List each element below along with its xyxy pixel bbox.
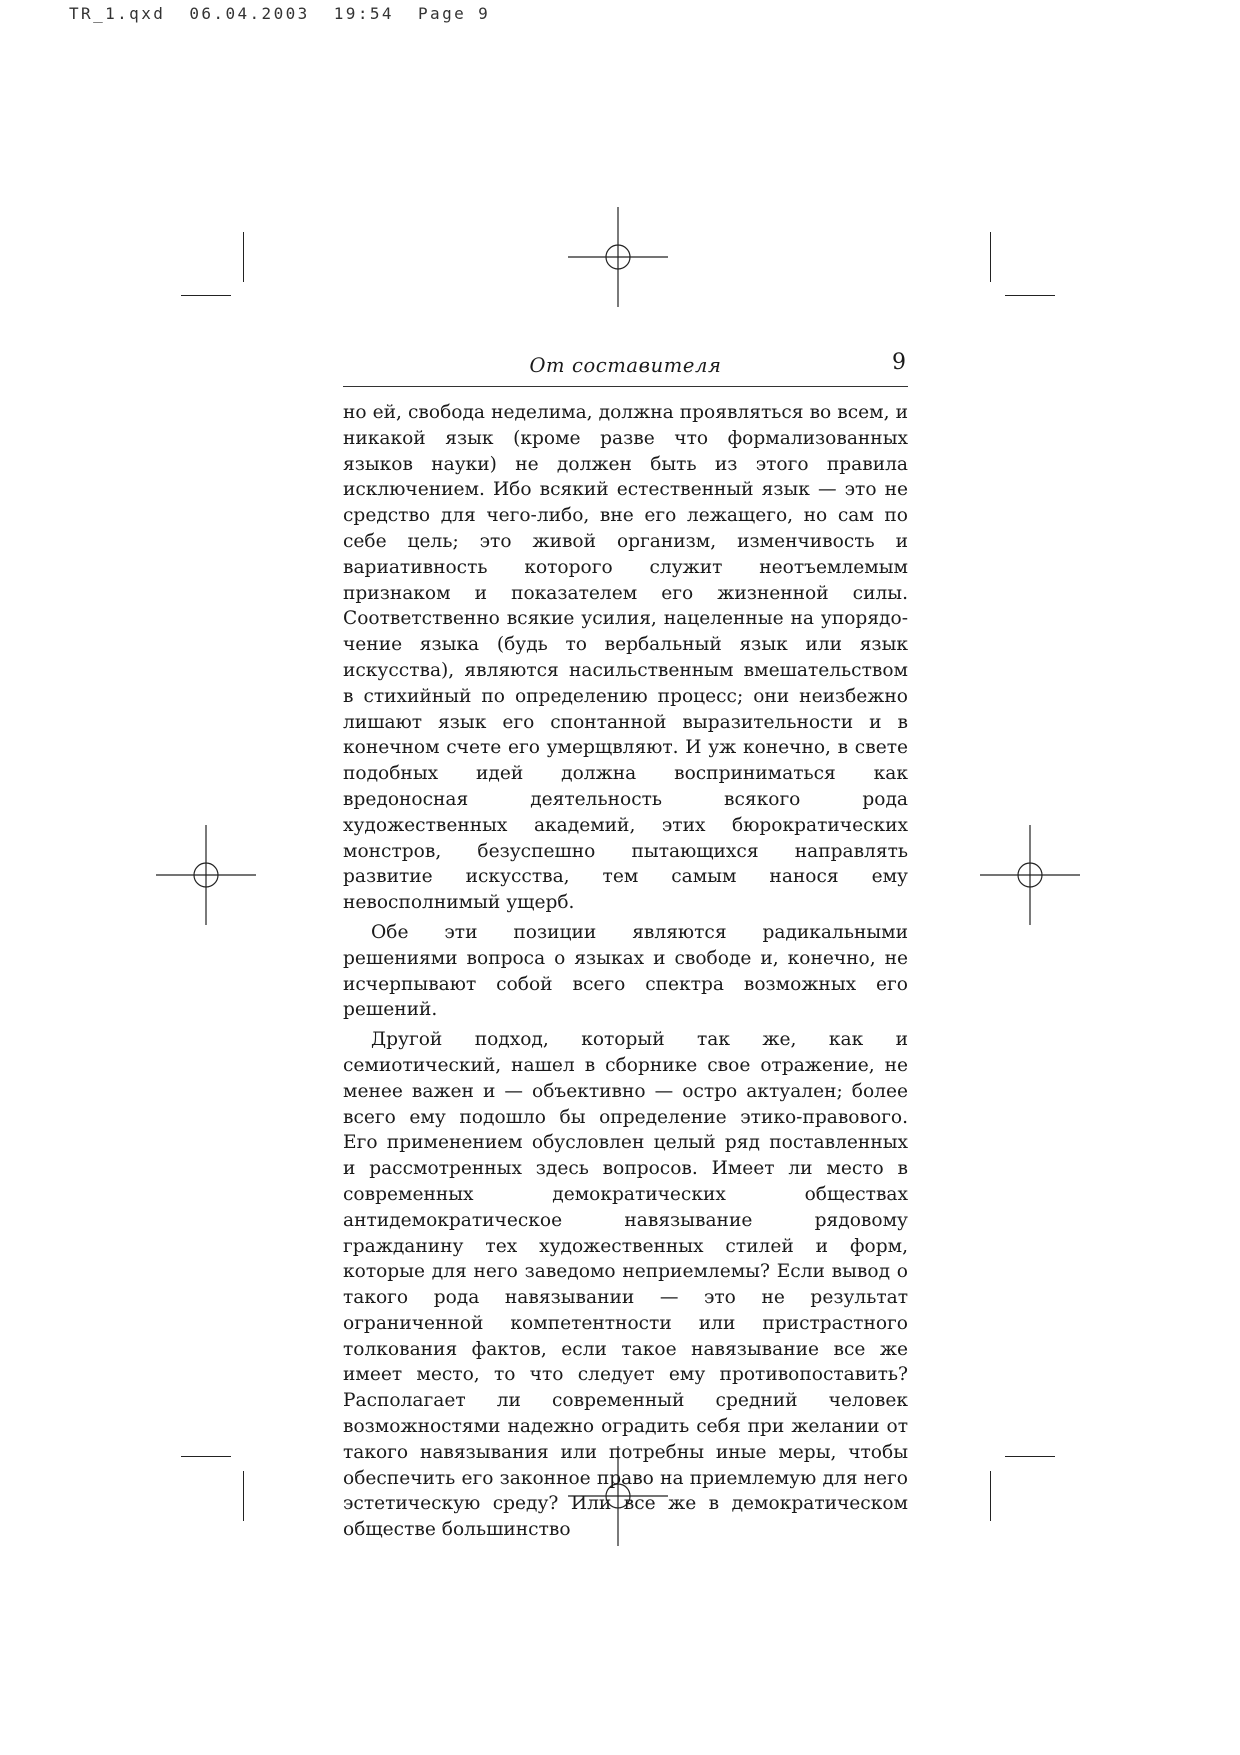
- printer-slug: [69, 4, 490, 23]
- crop-mark-bottom-left-horizontal: [181, 1456, 231, 1457]
- body-text: [343, 400, 908, 1543]
- paragraph-2: Обе эти позиции являются радикальными решениями вопроса о языках и свободе и, конечно, не исчерпывают собой всего спектра возможных его решений.: [343, 921, 908, 1021]
- slug-file: TR_1.qxd: [69, 4, 166, 23]
- registration-mark-right: [980, 825, 1080, 925]
- crop-mark-top-right-vertical: [990, 232, 991, 282]
- slug-page: Page 9: [418, 4, 491, 23]
- crop-mark-top-left-horizontal: [181, 295, 231, 296]
- page-number: 9: [892, 350, 906, 375]
- slug-time: 19:54: [333, 4, 394, 23]
- crop-mark-bottom-left-vertical: [243, 1471, 244, 1521]
- registration-mark-left: [156, 825, 256, 925]
- crop-mark-bottom-right-vertical: [990, 1471, 991, 1521]
- registration-mark-top: [568, 207, 668, 307]
- slug-date: 06.04.2003: [189, 4, 310, 23]
- running-head: [343, 352, 908, 387]
- paragraph-3: Другой подход, который так же, как и семиотический, нашел в сборнике свое отражение, не менее важен и — объективно — остро актуален; более всего ему подошло бы определение этико-правового. Его применением обусловлен целый ряд поставленных и рассмотренных здесь вопросов. Имеет ли место в современных демократических обществах антидемократическое навязывание рядовому гражданину тех художественных стилей и форм, которые для него заведомо неприемлемы? Если вывод о такого рода навязывании — это не результат ограниченной компетентности или пристрастного толкования фактов, если такое навязывание все же имеет место, то что следует ему противопоставить? Располагает ли современный средний человек возможностями надежно оградить себя при желании от такого навязывания или потребны иные меры, чтобы обеспечить его законное право на приемлемую для него эстетическую среду? Или все же в демократическом обществе большинство: [343, 1029, 908, 1541]
- running-head-title: От составителя: [529, 354, 722, 377]
- crop-mark-top-left-vertical: [243, 232, 244, 282]
- crop-mark-bottom-right-horizontal: [1005, 1456, 1055, 1457]
- crop-mark-top-right-horizontal: [1005, 295, 1055, 296]
- paragraph-1: но ей, свобода неделима, должна проявляться во всем, и никакой язык (кроме разве что формализованных языков науки) не должен быть из этого правила исключением. Ибо всякий естественный язык — это не средство для чего-либо, вне его лежащего, но сам по себе цель; это живой организм, изменчивость и вариативность которого служит неотъемлемым признаком и показателем его жизненной силы. Соответственно всякие усилия, нацеленные на упорядочение языка (будь то вербальный язык или язык искусства), являются насильственным вмешательством в стихийный по определению процесс; они неизбежно лишают язык его спонтанной выразительности и в конечном счете его умерщвляют. И уж конечно, в свете подобных идей должна восприниматься как вредоносная деятельность всякого рода художественных академий, этих бюрократических монстров, безуспешно пытающихся направлять развитие искусства, тем самым нанося ему невосполнимый ущерб.: [343, 402, 908, 914]
